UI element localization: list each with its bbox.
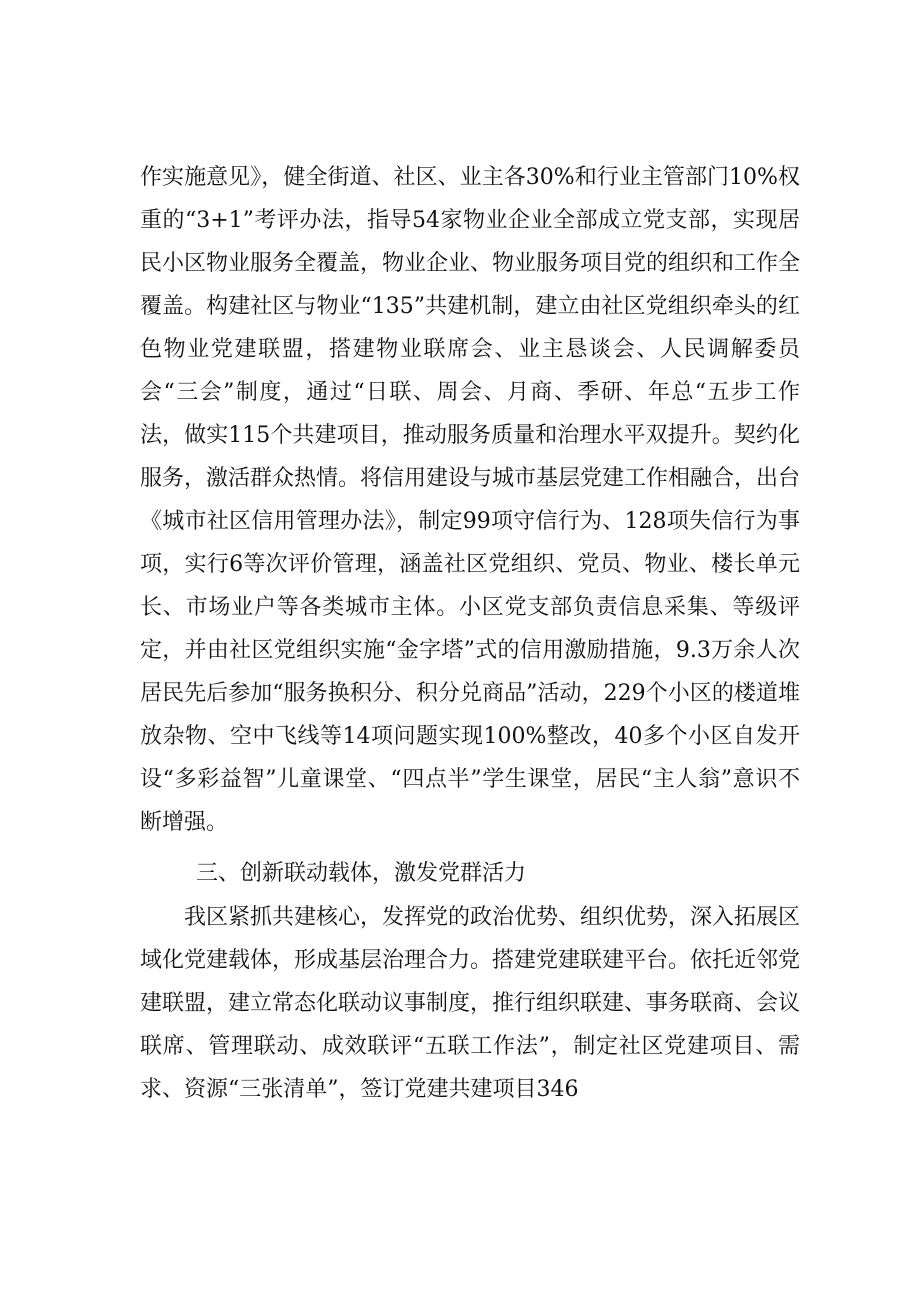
section-heading: 三、创新联动载体，激发党群活力: [196, 861, 527, 886]
body-paragraph-1: 作实施意见》，健全街道、社区、业主各30%和行业主管部门10%权重的“3+1”考评办法，指导54家物业企业全部成立党支部，实现居民小区物业服务全覆盖，物业企业、物业服务项目党的组织和工作全覆盖。构建社区与物业“135”共建机制，建立由社区党组织牵头的红色物业党建联盟，搭建物业联席会、业主恳谈会、人民调解委员会“三会”制度，通过“日联、周会、月商、季研、年总“五步工作法，做实115个共建项目，推动服务质量和治理水平双提升。契约化服务，激活群众热情。将信用建设与城市基层党建工作相融合，出台《城市社区信用管理办法》，制定99项守信行为、128项失信行为事项，实行6等次评价管理，涵盖社区党组织、党员、物业、楼长单元长、市场业户等各类城市主体。小区党支部负责信息采集、等级评定，并由社区党组织实施“金字塔”式的信用激励措施，9.3万余人次居民先后参加“服务换积分、积分兑商品”活动，229个小区的楼道堆放杂物、空中飞线等14项问题实现100%整改，40多个小区自发开设“多彩益智”儿童课堂、“四点半”学生课堂，居民“主人翁”意识不断增强。: [140, 165, 801, 835]
body-paragraph-2: 我区紧抓共建核心，发挥党的政治优势、组织优势，深入拓展区域化党建载体，形成基层治理合力。搭建党建联建平台。依托近邻党建联盟，建立常态化联动议事制度，推行组织联建、事务联商、会议联席、管理联动、成效联评“五联工作法”，制定社区党建项目、需求、资源“三张清单”，签订党建共建项目346: [140, 905, 801, 1102]
